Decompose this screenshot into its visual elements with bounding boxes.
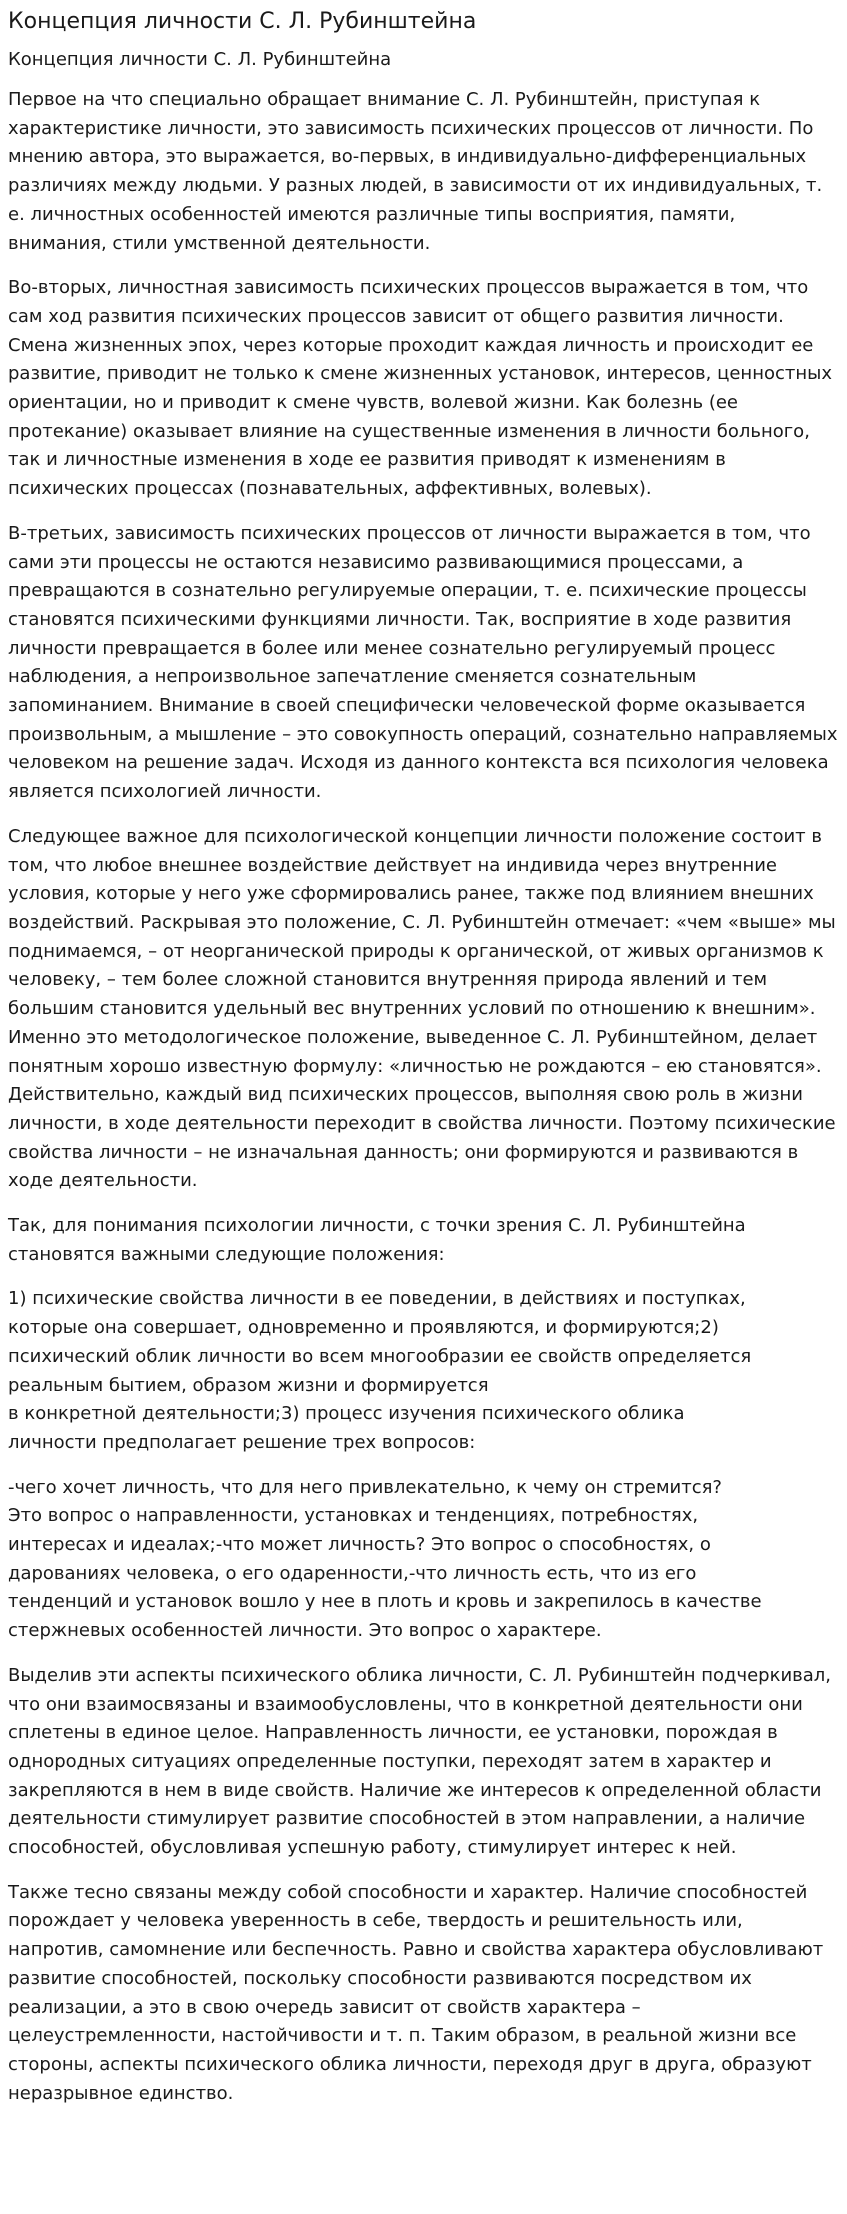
questions-line: интересах и идеалах;-что может личность? Это вопрос о способностях, о [8, 1534, 711, 1556]
provisions-line: психический облик личности во всем многообразии ее свойств определяется [8, 1345, 752, 1367]
questions-line: Это вопрос о направленности, установках и тенденциях, потребностях, [8, 1505, 699, 1527]
provisions-line: в конкретной деятельности;3) процесс изучения психического облика [8, 1403, 685, 1425]
questions-line: тенденций и установок вошло у нее в плоть и кровь и закрепилось в качестве [8, 1591, 762, 1613]
provisions-line: которые она совершает, одновременно и проявляются, и формируются;2) [8, 1317, 719, 1339]
questions-line: -чего хочет личность, что для него привлекательно, к чему он стремится? [8, 1476, 722, 1498]
paragraph-1: Первое на что специально обращает внимание С. Л. Рубинштейн, приступая к характеристике личности, это зависимость психических процессов от личности. По мнению автора, это выражается, во-первых, в индивидуально-дифференциальных различиях между людьми. У разных людей, в зависимости от их индивидуальных, т. е. личностных особенностей имеются различные типы восприятия, памяти, внимания, стили умственной деятельности. [8, 89, 823, 254]
provisions-list [8, 1285, 839, 1457]
paragraph-7: Также тесно связаны между собой способности и характер. Наличие способностей порождает у человека уверенность в себе, твердость и решительность или, напротив, самомнение или беспечность. Равно и свойства характера обусловливают развитие способностей, поскольку способности развиваются посредством их реализации, а это в свою очередь зависит от свойств характера – целеустремленности, настойчивости и т. п. Таким образом, в реальной жизни все стороны, аспекты психического облика личности, переходя друг в друга, образуют неразрывное единство. [8, 1881, 824, 2104]
article-subtitle: Концепция личности С. Л. Рубинштейна [8, 49, 392, 70]
provisions-line: 1) психические свойства личности в ее поведении, в действиях и поступках, [8, 1288, 746, 1310]
paragraph-2: Во-вторых, личностная зависимость психических процессов выражается в том, что сам ход развития психических процессов зависит от общего развития личности. Смена жизненных эпох, через которые проходит каждая личность и происходит ее развитие, приводит не только к смене жизненных установок, интересов, ценностных ориентации, но и приводит к смене чувств, волевой жизни. Как болезнь (ее протекание) оказывает влияние на существенные изменения в личности больного, так и личностные изменения в ходе ее развития приводят к изменениям в психических процессах (познавательных, аффективных, волевых). [8, 277, 833, 500]
provisions-line: реальным бытием, образом жизни и формируется [8, 1374, 489, 1396]
paragraph-4: Следующее важное для психологической концепции личности положение состоит в том, что любое внешнее воздействие действует на индивида через внутренние условия, которые у него уже сформировались ранее, также под влиянием внешних воздействий. Раскрывая это положение, С. Л. Рубинштейн отмечает: «чем «выше» мы поднимаемся, – от неорганической природы к органической, от живых организмов к человеку, – тем более сложной становится внутренняя природа явлений и тем большим становится удельный вес внутренних условий по отношению к внешним». Именно это методологическое положение, выведенное С. Л. Рубинштейном, делает понятным хорошо известную формулу: «личностью не рождаются – ею становятся». Действительно, каждый вид психических процессов, выполняя свою роль в жизни личности, в ходе деятельности переходит в свойства личности. Поэтому психические свойства личности – не изначальная данность; они формируются и развиваются в ходе деятельности. [8, 825, 836, 1192]
article-body [8, 86, 839, 2108]
paragraph-5: Так, для понимания психологии личности, с точки зрения С. Л. Рубинштейна становятся важными следующие положения: [8, 1215, 746, 1265]
questions-line: дарованиях человека, о его одаренности,-что личность есть, что из его [8, 1562, 697, 1584]
provisions-line: личности предполагает решение трех вопросов: [8, 1431, 476, 1453]
questions-list [8, 1474, 839, 1646]
paragraph-6: Выделив эти аспекты психического облика личности, С. Л. Рубинштейн подчеркивал, что они взаимосвязаны и взаимообусловлены, что в конкретной деятельности они сплетены в единое целое. Направленность личности, ее установки, порождая в однородных ситуациях определенные поступки, переходят затем в характер и закрепляются в нем в виде свойств. Наличие же интересов к определенной области деятельности стимулирует развитие способностей в этом направлении, а наличие способностей, обусловливая успешную работу, стимулирует интерес к ней. [8, 1664, 832, 1859]
questions-line: стержневых особенностей личности. Это вопрос о характере. [8, 1620, 602, 1642]
paragraph-3: В-третьих, зависимость психических процессов от личности выражается в том, что сами эти процессы не остаются независимо развивающимися процессами, а превращаются в сознательно регулируемые операции, т. е. психические процессы становятся психическими функциями личности. Так, восприятие в ходе развития личности превращается в более или менее сознательно регулируемый процесс наблюдения, а непроизвольное запечатление сменяется сознательным запоминанием. Внимание в своей специфически человеческой форме оказывается произвольным, а мышление – это совокупность операций, сознательно направляемых человеком на решение задач. Исходя из данного контекста вся психология человека является психологией личности. [8, 522, 838, 803]
page-title: Концепция личности С. Л. Рубинштейна [8, 9, 477, 34]
